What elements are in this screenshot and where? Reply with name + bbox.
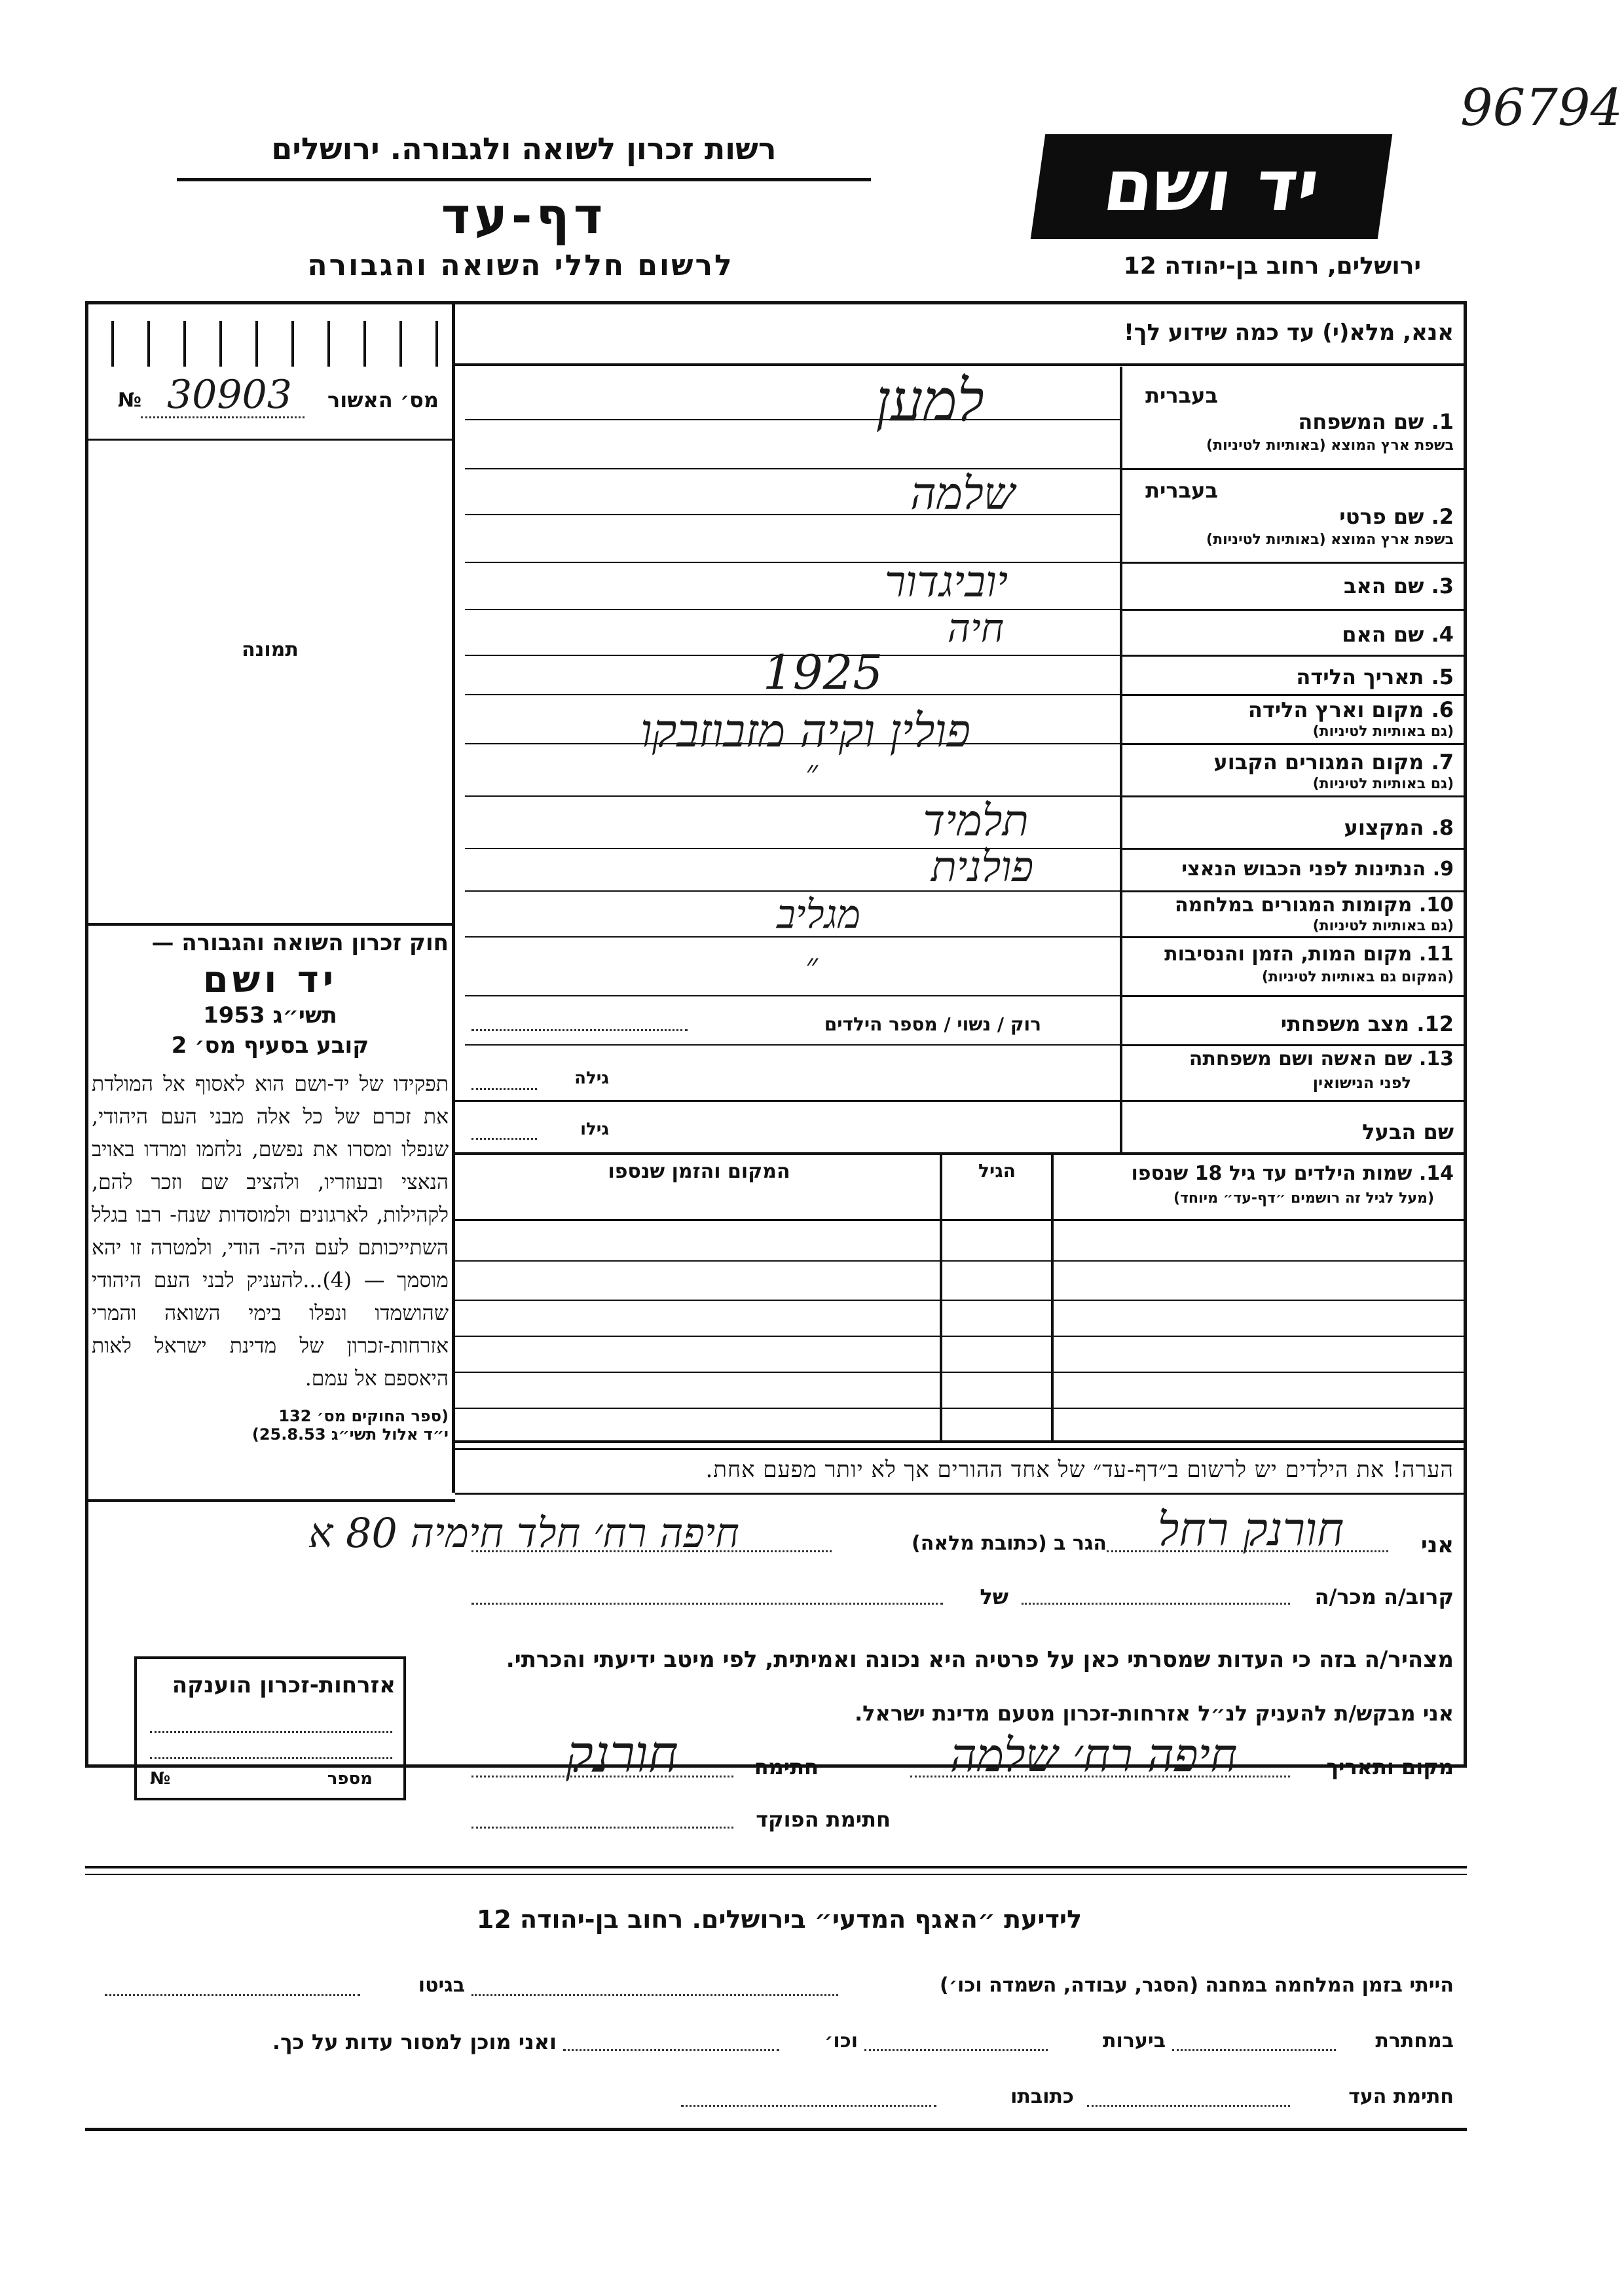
form-subtitle: לרשום חללי השואה והגבורה: [307, 249, 734, 282]
citizenship-before-label: 9. הנתינות לפני הכבוש הנאצי: [1181, 858, 1454, 881]
id-boxes: [111, 321, 439, 367]
death-place-value[interactable]: ״: [805, 946, 818, 984]
wife-age-label: גילה: [574, 1068, 609, 1088]
marital-status-options[interactable]: רוק / נשוי / מספר הילדים: [824, 1013, 1041, 1035]
place-date-value[interactable]: חיפה רח׳ שלמה: [950, 1728, 1238, 1782]
birth-place-sub: (גם באותיות לטיניות): [1312, 723, 1454, 740]
children-sub: (מעל לגיל זה רושמים ״דף-עד״ מיוחד): [1173, 1190, 1434, 1207]
document-number: 96794: [1460, 79, 1623, 137]
signature-label: חתימה: [754, 1755, 819, 1779]
of-label: של: [980, 1584, 1008, 1609]
photo-label: תמונה: [242, 638, 299, 661]
footer-title: לידיעת ״האגף המדעי״ בירושלים. רחוב בן-יהודה 12: [476, 1905, 1082, 1934]
request-text: אני מבקש/ת להעניק לנ״ל אזרחות-זכרון מטעם מדינת ישראל.: [855, 1701, 1454, 1726]
mother-name-value[interactable]: חיה: [947, 606, 1005, 651]
declarant-address-label: הגר ב (כתובת מלאה): [911, 1532, 1107, 1555]
father-name-value[interactable]: יוביגדור: [884, 556, 1008, 607]
death-place-label: 11. מקום המות, הזמן והנסיבות: [1164, 943, 1454, 966]
law-name: יד ושם: [202, 958, 338, 1001]
family-name-label: 1. שם המשפחה: [1298, 409, 1454, 434]
footer-testimony-label: ואני מוכן למסור עדות על כך.: [272, 2030, 557, 2054]
residence-label: 7. מקום המגורים הקבוע: [1213, 750, 1454, 774]
law-source-2: י״ד אלול תשי״ג 25.8.53): [251, 1425, 449, 1444]
footer-underground-label: במחתרת: [1375, 2030, 1454, 2052]
law-year: תשי״ג 1953: [203, 1002, 337, 1029]
footer-camp-label: הייתי בזמן המלחמה במחנה (הסגר, עבודה, השמדה וכו׳): [940, 1974, 1454, 1997]
permit-value[interactable]: 30903: [167, 372, 292, 418]
authority-title: רשות זכרון לשואה ולגבורה. ירושלים: [271, 131, 777, 166]
declarant-address-value[interactable]: חיפה רח׳ חלד חימיה 80 א: [308, 1509, 739, 1557]
husband-age-label: גילו: [580, 1120, 609, 1139]
death-place-sub: (המקום גם באותיות לטיניות): [1261, 969, 1454, 985]
citizenship-box: [134, 1656, 406, 1800]
wife-name-sub: לפני הנישואין: [1312, 1074, 1411, 1092]
law-clause: קובע בסעיף מס׳ 2: [171, 1032, 369, 1059]
hebrew-tag-1: בעברית: [1145, 383, 1218, 408]
first-name-value[interactable]: שלמה: [910, 468, 1016, 520]
signature-value[interactable]: חורנק: [566, 1725, 678, 1784]
hebrew-tag-2: בעברית: [1145, 478, 1218, 503]
marital-status-label: 12. מצב משפחתי: [1280, 1011, 1454, 1036]
declarant-i-label: אני: [1420, 1532, 1454, 1558]
permit-label: מס׳ האשור: [327, 388, 439, 412]
residence-sub: (גם באותיות לטיניות): [1312, 776, 1454, 792]
children-col-place: המקום והזמן שנספו: [608, 1160, 790, 1183]
children-note: הערה! את הילדים יש לרשום ב״דף-עד״ של אחד ההורים אך לא יותר מפעם אחת.: [705, 1457, 1454, 1483]
footer-forests-label: ביערות: [1103, 2030, 1166, 2052]
permit-no-sign: №: [118, 389, 142, 412]
wartime-residence-label: 10. מקומות המגורים במלחמה: [1175, 894, 1454, 917]
header-address: ירושלים, רחוב בן-יהודה 12: [1123, 253, 1421, 280]
logo-text: יד ושם: [1098, 145, 1325, 227]
father-name-label: 3. שם האב: [1343, 574, 1454, 598]
yad-vashem-logo: [1031, 134, 1392, 239]
place-date-label: מקום ותאריך: [1326, 1755, 1454, 1779]
birth-date-value[interactable]: 1925: [763, 645, 883, 700]
occupation-value[interactable]: תלמיד: [923, 795, 1029, 846]
occupation-label: 8. המקצוע: [1344, 815, 1454, 840]
footer-etc-label: וכו׳: [824, 2030, 858, 2052]
wartime-residence-sub: (גם באותיות לטיניות): [1312, 918, 1454, 934]
family-name-sub: בשפת ארץ המוצא (באותיות לטיניות): [1206, 437, 1454, 454]
citizenship-no-sign: №: [150, 1769, 171, 1789]
children-col-age: הגיל: [978, 1160, 1016, 1182]
citizenship-title: אזרחות-זכרון הוענקה: [172, 1672, 396, 1698]
citizenship-before-value[interactable]: פולנית: [931, 843, 1034, 892]
first-name-label: 2. שם פרטי: [1339, 504, 1454, 529]
children-label: 14. שמות הילדים עד גיל 18 שנספו: [1131, 1162, 1454, 1185]
wife-name-label: 13. שם האשה ושם משפחתה: [1189, 1048, 1454, 1070]
family-name-value[interactable]: למען: [876, 367, 984, 434]
instruction: אנא, מלא(י) עד כמה שידוע לך!: [1124, 319, 1454, 346]
header-underline: [177, 178, 871, 181]
label-column-divider: [1120, 367, 1122, 1152]
declaration-text: מצהיר/ה בזה כי העדות שמסרתי כאן על פרטיה היא נכונה ואמיתית, לפי מיטב ידיעתי והכרתי.: [506, 1647, 1454, 1673]
husband-name-label: שם הבעל: [1362, 1120, 1454, 1144]
relative-label: קרוב/ה מכר/ה: [1314, 1584, 1454, 1609]
wartime-residence-value[interactable]: מגליב: [776, 892, 861, 938]
mother-name-label: 4. שם האם: [1342, 622, 1454, 647]
footer-ghetto-label: בגיטו: [418, 1974, 465, 1997]
law-source-1: (ספר החוקים מס׳ 132: [278, 1407, 449, 1425]
birth-place-label: 6. מקום וארץ הלידה: [1247, 697, 1454, 722]
declarant-name-value[interactable]: חורנק רחל: [1157, 1503, 1344, 1556]
birth-date-label: 5. תאריך הלידה: [1296, 665, 1454, 689]
law-body: תפקידו של יד-ושם הוא לאסוף אל המולדת את זכרם של כל אלה מבני העם היהודי, שנפלו ומסרו את נפשם, נלחמו ומרדו באויב הנאצי ובעוזריו, ולהציב שם וזכר להם, לקהילות, לארגונים ולמוסדות שנח- רבו בגלל השתייכותם לעם היה- הודי, ולמטרה זו יהא מוסמך — (4)...להעניק לבני העם היהודי שהושמדו ונפלו בימי השואה והמרי אזרחות-זכרון של מדינת ישראל לאות היאספם אל עמם.: [92, 1072, 449, 1391]
law-box: [92, 930, 449, 1444]
footer-address-label: כתובתו: [1010, 2085, 1074, 2108]
residence-value[interactable]: ״: [805, 753, 818, 791]
law-title: חוק זכרון השואה והגבורה —: [151, 930, 449, 956]
first-name-sub: בשפת ארץ המוצא (באותיות לטיניות): [1206, 532, 1454, 548]
footer-witness-signature-label: חתימת העד: [1348, 2085, 1454, 2108]
birth-place-value[interactable]: פולין וקיה מזבוזבקו: [640, 704, 971, 757]
form-title: דף-עד: [441, 187, 607, 245]
citizenship-number-label: מספר: [327, 1769, 373, 1789]
officer-signature-label: חתימת הפוקד: [756, 1807, 891, 1832]
